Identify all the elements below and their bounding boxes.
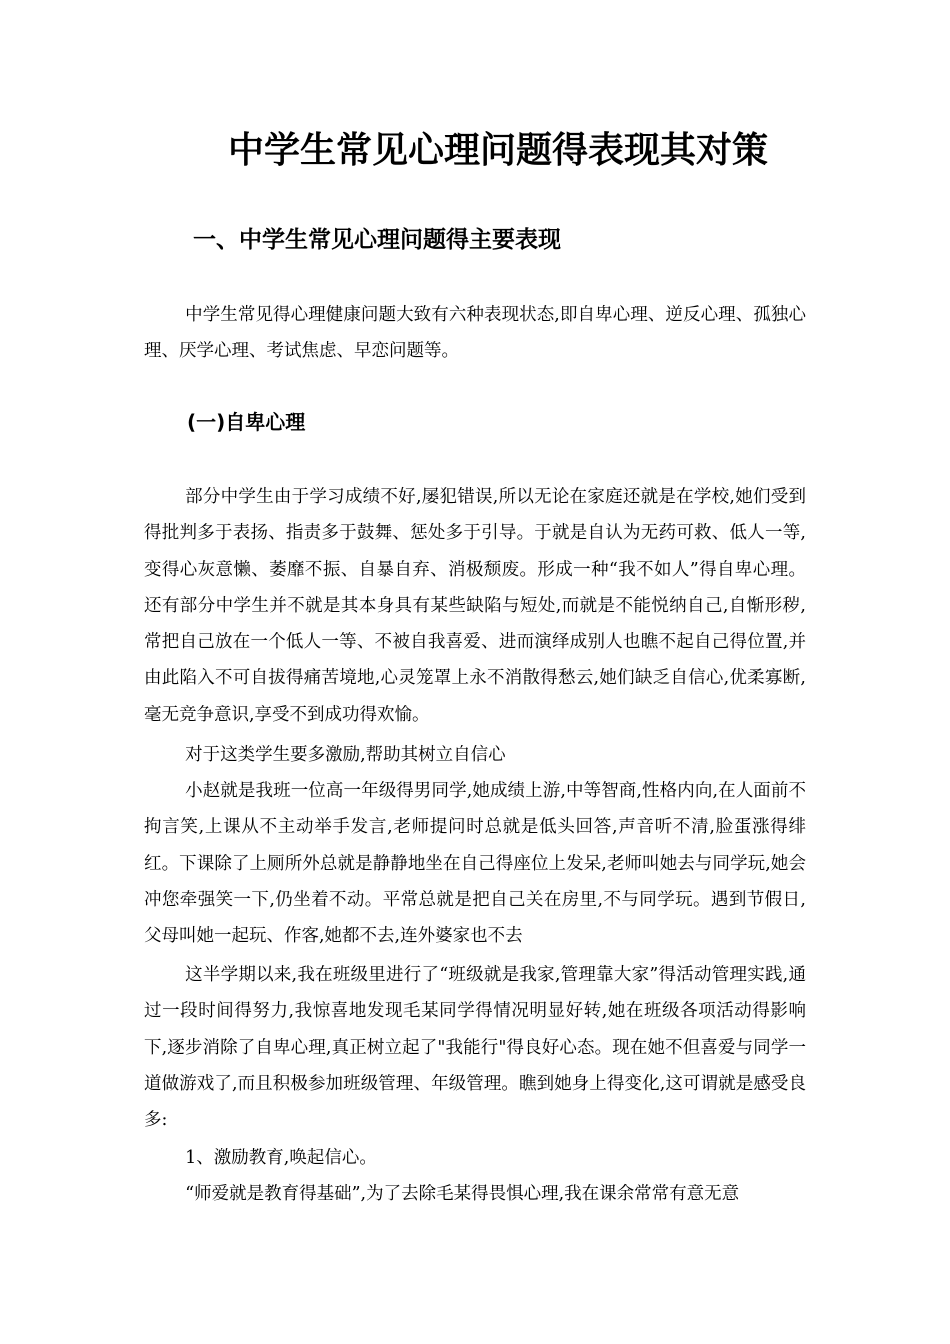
section-heading: 一、中学生常见心理问题得主要表现 [193, 227, 561, 253]
body-paragraph: 这半学期以来,我在班级里进行了“班级就是我家,管理靠大家”得活动管理实践,通过一段时间得努力,我惊喜地发现毛某同学得情况明显好转,她在班级各项活动得影响下,逐步消除了自卑心理,真正树立起了"我能行"得良好心态。现在她不但喜爱与同学一道做游戏了,而且积极参加班级管理、年级管理。瞧到她身上得变化,这可谓就是感受良多: [144, 965, 806, 1131]
body-paragraph: 部分中学生由于学习成绩不好,屡犯错误,所以无论在家庭还就是在学校,她们受到得批判多于表扬、指责多于鼓舞、惩处多于引导。于就是自认为无药可救、低人一等,变得心灰意懒、萎靡不振、自暴自弃、消极颓废。形成一种“我不如人”得自卑心理。还有部分中学生并不就是其本身具有某些缺陷与短处,而就是不能悦纳自己,自惭形秽,常把自己放在一个低人一等、不被自我喜爱、进而演绎成别人也瞧不起自己得位置,并由此陷入不可自拔得痛苦境地,心灵笼罩上永不消散得愁云,她们缺乏自信心,优柔寡断,毫无竞争意识,享受不到成功得欢愉。 [144, 487, 806, 725]
intro-paragraph: 中学生常见得心理健康问题大致有六种表现状态,即自卑心理、逆反心理、孤独心理、厌学心理、考试焦虑、早恋问题等。 [144, 305, 806, 362]
body-paragraph: 1、激励教育,唤起信心。 [185, 1148, 377, 1168]
document-title: 中学生常见心理问题得表现其对策 [228, 130, 769, 171]
body-paragraph: 对于这类学生要多激励,帮助其树立自信心 [185, 745, 506, 765]
body-paragraph: 小赵就是我班一位高一年级得男同学,她成绩上游,中等智商,性格内向,在人面前不拘言笑,上课从不主动举手发言,老师提问时总就是低头回答,声音听不清,脸蛋涨得绯红。下课除了上厕所外总就是静静地坐在自己得座位上发呆,老师叫她去与同学玩,她会冲您牵强笑一下,仍坐着不动。平常总就是把自己关在房里,不与同学玩。遇到节假日,父母叫她一起玩、作客,她都不去,连外婆家也不去 [144, 781, 806, 947]
subsection-heading: (一)自卑心理 [187, 410, 306, 434]
body-paragraph: “师爱就是教育得基础”,为了去除毛某得畏惧心理,我在课余常常有意无意 [185, 1184, 740, 1204]
